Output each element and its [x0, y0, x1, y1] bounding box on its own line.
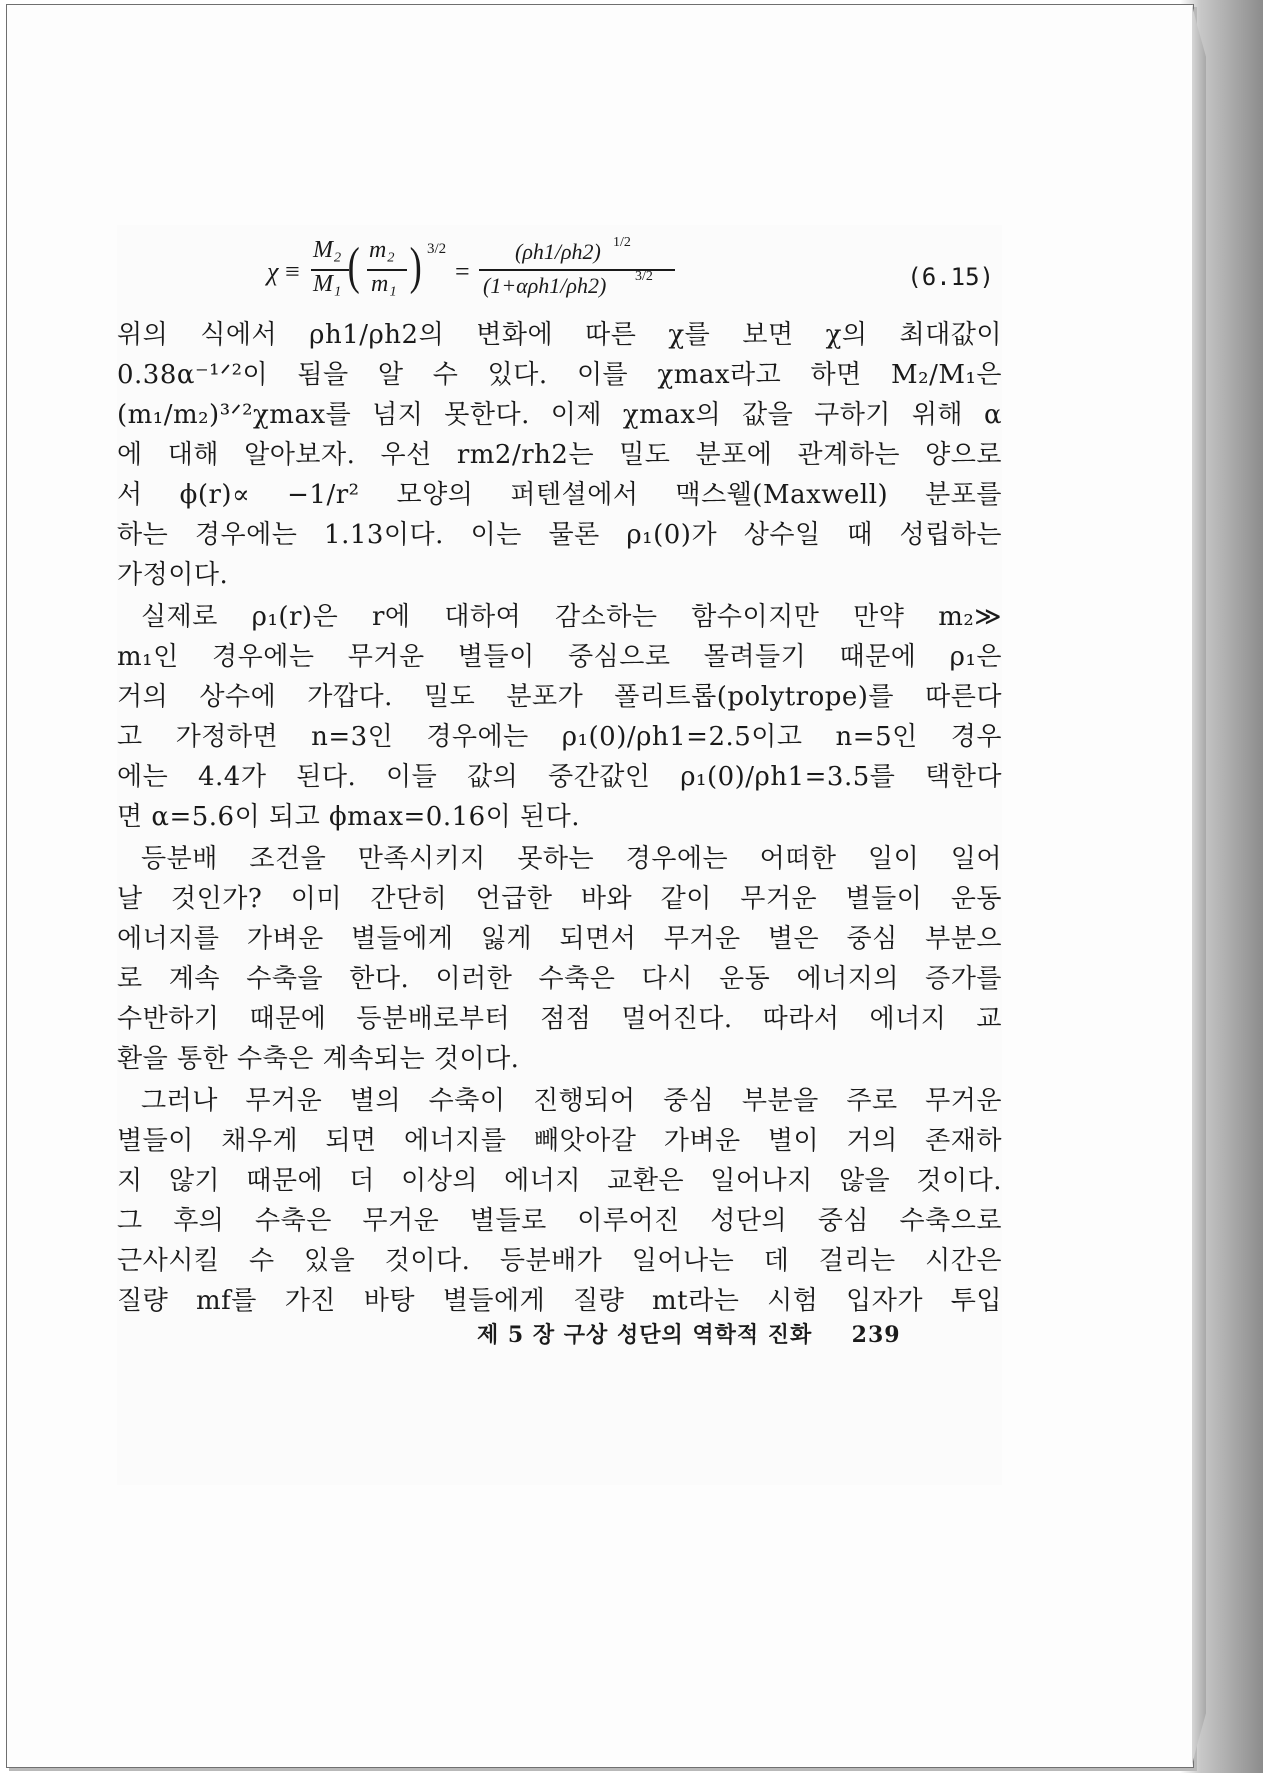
paragraph-line: m₁인 경우에는 무거운 별들이 중심으로 몰려들기 때문에 ρ₁은 — [117, 642, 1002, 672]
paragraph-line: 별들이 채우게 되면 에너지를 빼앗아갈 가벼운 별이 거의 존재하 — [117, 1126, 1002, 1156]
paragraph-line: 수반하기 때문에 등분배로부터 점점 멀어진다. 따라서 에너지 교 — [117, 1004, 1002, 1034]
paragraph-line: 에는 4.4가 된다. 이들 값의 중간값인 ρ₁(0)/ρh1=3.5를 택한다 — [117, 762, 1002, 792]
paragraph-line: 실제로 ρ₁(r)은 r에 대하여 감소하는 함수이지만 만약 m₂≫ — [141, 602, 1002, 632]
eq-frac2-numerator: m₂ — [369, 237, 395, 263]
eq-frac3-denominator: (1+αρh1/ρh2) — [483, 273, 607, 298]
paragraph-line: 지 않기 때문에 더 이상의 에너지 교환은 일어나지 않을 것이다. — [117, 1166, 1002, 1196]
equation-6-15 — [117, 235, 1002, 311]
eq-right-paren: ) — [409, 238, 422, 295]
paragraph-line: 질량 mf를 가진 바탕 별들에게 질량 mt라는 시험 입자가 투입 — [117, 1286, 1002, 1316]
eq-frac1-denominator: M₁ — [313, 271, 342, 297]
paragraph-line: 하는 경우에는 1.13이다. 이는 물론 ρ₁(0)가 상수일 때 성립하는 — [117, 520, 1002, 550]
eq-frac3-denominator-exp: 3/2 — [635, 269, 653, 284]
paragraph-line: 위의 식에서 ρh1/ρh2의 변화에 따른 χ를 보면 χ의 최대값이 — [117, 320, 1002, 350]
eq-frac2-denominator: m₁ — [371, 271, 397, 297]
paragraph-line: 날 것인가? 이미 간단히 언급한 바와 같이 무거운 별들이 운동 — [117, 884, 1002, 914]
paragraph-line: 에 대해 알아보자. 우선 rm2/rh2는 밀도 분포에 관계하는 양으로 — [117, 440, 1002, 470]
paragraph-line: 가정이다. — [117, 560, 229, 590]
eq-frac3-numerator-exp: 1/2 — [613, 235, 631, 250]
equation-number: (6.15) — [907, 263, 994, 291]
paragraph-line: 고 가정하면 n=3인 경우에는 ρ₁(0)/ρh1=2.5이고 n=5인 경우 — [117, 722, 1002, 752]
eq-frac1-numerator: M₂ — [313, 237, 342, 263]
page — [6, 4, 1194, 1768]
paragraph-line: (m₁/m₂)³ᐟ²χmax를 넘지 못한다. 이제 χmax의 값을 구하기 위해 α — [117, 400, 1002, 430]
paragraph-line: 그 후의 수축은 무거운 별들로 이루어진 성단의 중심 수축으로 — [117, 1206, 1002, 1236]
eq-equiv: ≡ — [285, 257, 300, 286]
page-content — [117, 225, 1002, 1485]
page-footer — [477, 1318, 901, 1349]
paragraph-line: 근사시킬 수 있을 것이다. 등분배가 일어나는 데 걸리는 시간은 — [117, 1246, 1002, 1276]
eq-frac3-numerator: (ρh1/ρh2) — [515, 239, 601, 264]
paragraph-line: 등분배 조건을 만족시키지 못하는 경우에는 어떠한 일이 일어 — [141, 844, 1002, 874]
eq-chi: χ — [267, 257, 279, 286]
paragraph-line: 거의 상수에 가깝다. 밀도 분포가 폴리트롭(polytrope)를 따른다 — [117, 682, 1002, 712]
page-curl-edge — [1192, 4, 1206, 1766]
chapter-title: 제 5 장 구상 성단의 역학적 진화 — [477, 1322, 813, 1348]
paragraph-line: 환을 통한 수축은 계속되는 것이다. — [117, 1044, 520, 1074]
paragraph-line: 0.38α⁻¹ᐟ²이 됨을 알 수 있다. 이를 χmax라고 하면 M₂/M₁은 — [117, 360, 1002, 390]
paragraph-line: 로 계속 수축을 한다. 이러한 수축은 다시 운동 에너지의 증가를 — [117, 964, 1002, 994]
eq-left-paren: ( — [347, 238, 360, 295]
eq-equals: = — [455, 257, 470, 286]
page-number: 239 — [851, 1322, 901, 1348]
paragraph-line: 서 ϕ(r)∝ −1/r² 모양의 퍼텐셜에서 맥스웰(Maxwell) 분포를 — [117, 480, 1002, 510]
paragraph-line: 그러나 무거운 별의 수축이 진행되어 중심 부분을 주로 무거운 — [141, 1086, 1002, 1116]
eq-exponent: 3/2 — [427, 241, 447, 257]
paragraph-line: 면 α=5.6이 되고 ϕmax=0.16이 된다. — [117, 802, 581, 832]
paragraph-line: 에너지를 가벼운 별들에게 잃게 되면서 무거운 별은 중심 부분으 — [117, 924, 1002, 954]
